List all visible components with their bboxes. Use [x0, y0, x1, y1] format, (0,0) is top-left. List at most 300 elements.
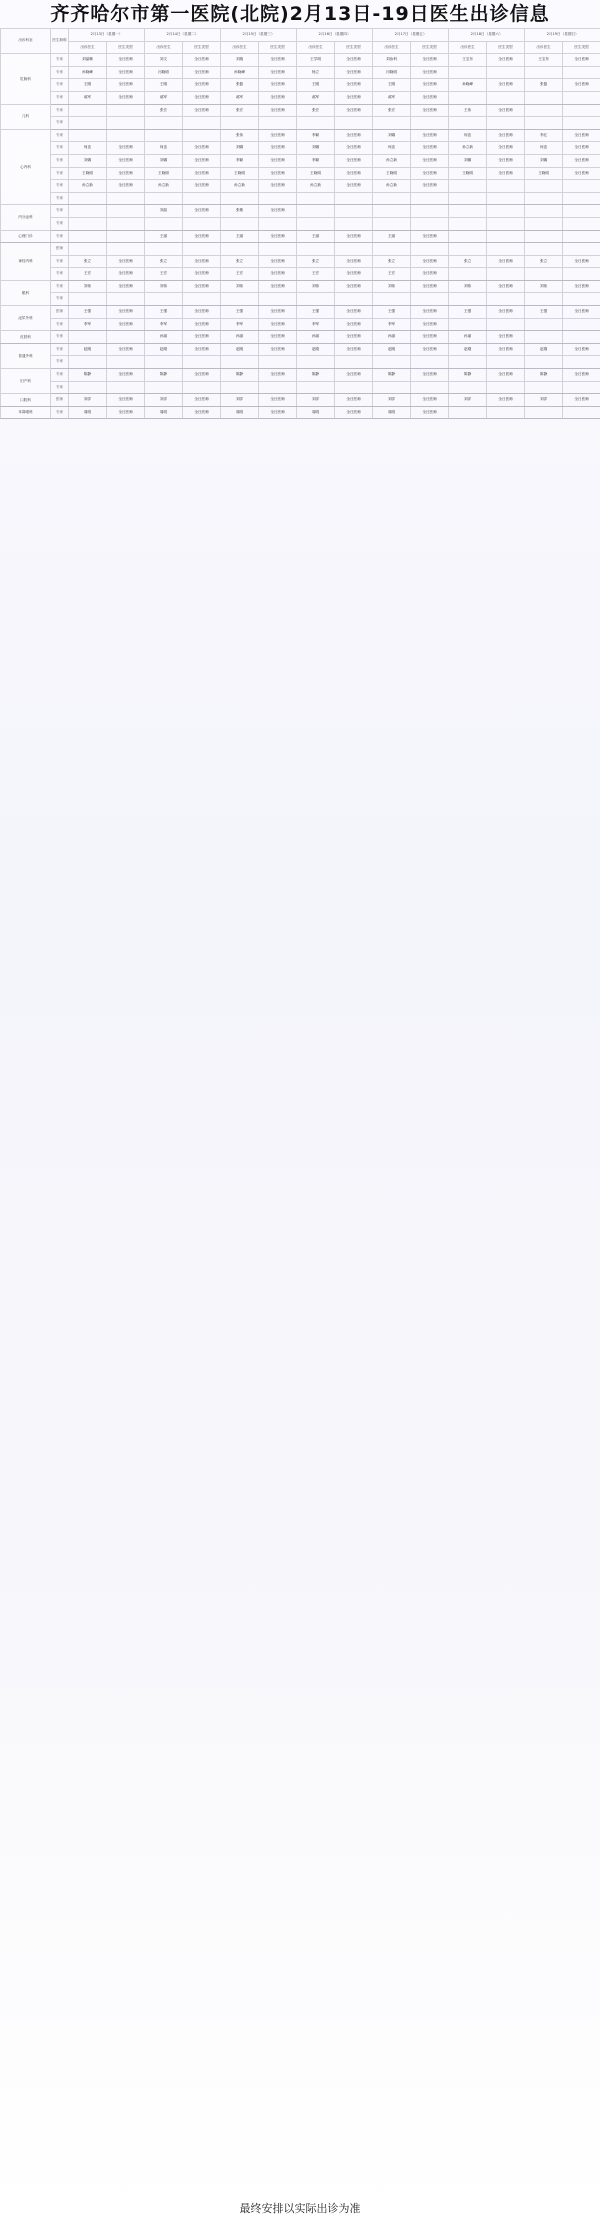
page-title: 齐齐哈尔市第一医院(北院)2月13日-19日医生出诊信息 [50, 3, 550, 25]
type-cell: 全日医师 [487, 369, 525, 382]
type-cell [563, 66, 600, 79]
doctor-cell: 王宏 [373, 268, 411, 281]
doctor-cell: 张磊 [525, 79, 563, 92]
doctor-cell: 王刚 [145, 79, 183, 92]
doctor-cell: 孙立新 [145, 180, 183, 193]
title-cell: 专家 [51, 79, 69, 92]
table-row [1, 154, 600, 167]
type-cell: 全日医师 [183, 205, 221, 218]
type-cell: 全日医师 [183, 79, 221, 92]
table-row [1, 406, 600, 419]
type-cell [259, 293, 297, 306]
doctor-cell: 王丽 [145, 230, 183, 243]
type-cell: 全日医师 [487, 331, 525, 344]
doctor-cell: 孙晓峰 [221, 66, 259, 79]
type-cell: 全日医师 [411, 230, 449, 243]
doctor-cell [449, 243, 487, 256]
doctor-cell: 王刚 [297, 79, 335, 92]
type-cell [107, 230, 145, 243]
type-cell [107, 217, 145, 230]
doctor-cell: 刘伟 [449, 280, 487, 293]
doctor-cell: 孙晓峰 [449, 79, 487, 92]
title-cell: 专家 [51, 91, 69, 104]
type-cell [335, 192, 373, 205]
doctor-cell [373, 217, 411, 230]
dept-cell: 眼科 [1, 280, 51, 305]
doctor-cell: 刘伟 [297, 280, 335, 293]
doctor-cell: 王强 [525, 306, 563, 319]
doctor-cell: 闫晓明 [145, 66, 183, 79]
doctor-cell [449, 192, 487, 205]
type-cell: 全日医师 [563, 369, 600, 382]
doctor-cell: 张立 [145, 255, 183, 268]
type-cell: 全日医师 [335, 280, 373, 293]
type-cell: 全日医师 [487, 343, 525, 356]
doctor-cell: 刘晶 [145, 205, 183, 218]
type-cell: 全日医师 [335, 406, 373, 419]
header-day: 2月18日（星期六） [449, 29, 525, 42]
dept-cell: 神经内科 [1, 243, 51, 281]
type-cell: 全日医师 [335, 331, 373, 344]
type-cell [259, 381, 297, 394]
type-cell [487, 406, 525, 419]
header-dept: 出诊科室 [1, 29, 51, 54]
type-cell [563, 406, 600, 419]
doctor-cell [525, 117, 563, 130]
doctor-cell: 王刚 [69, 79, 107, 92]
type-cell: 全日医师 [411, 129, 449, 142]
doctor-cell: 刘娜 [373, 129, 411, 142]
doctor-cell [373, 205, 411, 218]
type-cell: 全日医师 [183, 280, 221, 293]
doctor-cell: 王晓明 [449, 167, 487, 180]
type-cell [107, 243, 145, 256]
type-cell [563, 180, 600, 193]
doctor-cell: 刘洋 [145, 394, 183, 407]
type-cell [563, 91, 600, 104]
type-cell [183, 117, 221, 130]
table-row [1, 192, 600, 205]
type-cell: 全日医师 [411, 79, 449, 92]
doctor-cell: 赵刚 [145, 343, 183, 356]
type-cell [183, 217, 221, 230]
table-row [1, 167, 600, 180]
doctor-cell [221, 243, 259, 256]
title-cell: 专家 [51, 54, 69, 67]
doctor-cell: 刘洋 [525, 394, 563, 407]
type-cell: 全日医师 [107, 394, 145, 407]
doctor-cell: 张立 [525, 255, 563, 268]
doctor-cell: 李军 [221, 318, 259, 331]
doctor-cell: 孙丽 [373, 331, 411, 344]
type-cell [107, 381, 145, 394]
type-cell [563, 104, 600, 117]
doctor-cell: 李军 [69, 318, 107, 331]
doctor-cell [145, 356, 183, 369]
type-cell [107, 129, 145, 142]
table-row [1, 369, 600, 382]
doctor-cell [449, 406, 487, 419]
type-cell: 全日医师 [487, 255, 525, 268]
type-cell: 全日医师 [183, 142, 221, 155]
doctor-cell: 孙丽 [297, 331, 335, 344]
type-cell: 全日医师 [487, 280, 525, 293]
doctor-cell [449, 180, 487, 193]
type-cell [411, 293, 449, 306]
doctor-cell: 杨立 [297, 66, 335, 79]
doctor-cell: 王强 [145, 306, 183, 319]
doctor-cell [525, 91, 563, 104]
doctor-cell: 刘伟 [69, 280, 107, 293]
doctor-cell [297, 243, 335, 256]
doctor-cell: 孙立新 [221, 180, 259, 193]
dept-cell: 口腔科 [1, 394, 51, 407]
title-cell: 专家 [51, 343, 69, 356]
type-cell [411, 205, 449, 218]
type-cell: 全日医师 [259, 167, 297, 180]
table-row [1, 91, 600, 104]
type-cell: 全日医师 [259, 268, 297, 281]
type-cell [563, 117, 600, 130]
type-cell: 全日医师 [259, 318, 297, 331]
type-cell: 全日医师 [107, 66, 145, 79]
header-sub: 医生类型 [563, 41, 600, 54]
type-cell: 全日医师 [107, 406, 145, 419]
doctor-cell [297, 217, 335, 230]
doctor-cell: 周明 [145, 406, 183, 419]
type-cell [487, 268, 525, 281]
table-header [1, 29, 600, 54]
doctor-cell: 孙立新 [373, 154, 411, 167]
doctor-cell: 刘娜 [69, 154, 107, 167]
doctor-cell [449, 91, 487, 104]
type-cell [563, 205, 600, 218]
doctor-cell [525, 205, 563, 218]
doctor-cell: 张宏 [145, 104, 183, 117]
type-cell [487, 117, 525, 130]
doctor-cell: 王宝东 [525, 54, 563, 67]
type-cell: 全日医师 [487, 104, 525, 117]
doctor-cell [69, 205, 107, 218]
type-cell [563, 381, 600, 394]
header-title: 医生职称 [51, 29, 69, 54]
type-cell: 全日医师 [335, 154, 373, 167]
type-cell: 全日医师 [411, 343, 449, 356]
type-cell [487, 217, 525, 230]
doctor-cell [221, 381, 259, 394]
doctor-cell: 赵刚 [69, 343, 107, 356]
dept-cell: 皮肤科 [1, 331, 51, 344]
type-cell [335, 205, 373, 218]
type-cell [259, 243, 297, 256]
type-cell: 全日医师 [183, 167, 221, 180]
type-cell [335, 356, 373, 369]
doctor-cell: 刘娜 [449, 154, 487, 167]
doctor-cell: 刘洋 [373, 394, 411, 407]
doctor-cell [525, 217, 563, 230]
type-cell: 全日医师 [487, 306, 525, 319]
type-cell: 全日医师 [563, 79, 600, 92]
doctor-cell: 何忠 [373, 142, 411, 155]
doctor-cell: 王强 [69, 306, 107, 319]
title-cell: 专家 [51, 369, 69, 382]
header-sub: 医生类型 [107, 41, 145, 54]
doctor-cell: 王晓明 [525, 167, 563, 180]
title-cell: 医师 [51, 394, 69, 407]
doctor-cell [525, 406, 563, 419]
doctor-cell [69, 331, 107, 344]
type-cell: 全日医师 [487, 54, 525, 67]
type-cell: 全日医师 [107, 142, 145, 155]
table-row [1, 66, 600, 79]
header-day: 2月15日（星期三） [221, 29, 297, 42]
table-row [1, 54, 600, 67]
doctor-cell [373, 192, 411, 205]
type-cell: 全日医师 [411, 318, 449, 331]
doctor-cell: 赵刚 [449, 343, 487, 356]
title-cell: 专家 [51, 381, 69, 394]
table-row [1, 331, 600, 344]
doctor-cell: 陈静 [221, 369, 259, 382]
type-cell: 全日医师 [411, 54, 449, 67]
type-cell: 全日医师 [183, 54, 221, 67]
type-cell [183, 192, 221, 205]
type-cell: 全日医师 [259, 66, 297, 79]
doctor-cell [145, 192, 183, 205]
doctor-cell: 李颖 [297, 154, 335, 167]
table-row [1, 318, 600, 331]
type-cell [259, 356, 297, 369]
dept-cell: 耳鼻喉科 [1, 406, 51, 419]
type-cell: 全日医师 [563, 343, 600, 356]
title-cell: 专家 [51, 104, 69, 117]
type-cell [411, 243, 449, 256]
doctor-cell [69, 243, 107, 256]
header-sub: 医生类型 [183, 41, 221, 54]
title-cell: 专家 [51, 192, 69, 205]
type-cell [563, 293, 600, 306]
type-cell [411, 192, 449, 205]
table-row [1, 205, 600, 218]
doctor-cell [145, 129, 183, 142]
doctor-cell: 王宏 [145, 268, 183, 281]
type-cell [563, 230, 600, 243]
doctor-cell: 刘娜 [525, 154, 563, 167]
type-cell: 全日医师 [107, 79, 145, 92]
doctor-cell: 何忠 [525, 142, 563, 155]
doctor-cell: 张立 [297, 255, 335, 268]
type-cell [335, 243, 373, 256]
type-cell: 全日医师 [259, 205, 297, 218]
type-cell: 全日医师 [183, 394, 221, 407]
doctor-cell: 刘伟 [145, 280, 183, 293]
doctor-cell [449, 117, 487, 130]
doctor-cell: 刘娜 [221, 142, 259, 155]
type-cell: 全日医师 [183, 230, 221, 243]
doctor-cell [69, 356, 107, 369]
table-row [1, 217, 600, 230]
type-cell: 全日医师 [411, 280, 449, 293]
table-row [1, 306, 600, 319]
type-cell: 全日医师 [259, 280, 297, 293]
title-cell: 医师 [51, 306, 69, 319]
doctor-cell [525, 104, 563, 117]
type-cell: 全日医师 [107, 268, 145, 281]
doctor-cell: 孙丽 [145, 331, 183, 344]
title-cell: 专家 [51, 205, 69, 218]
dept-cell: 内分泌科 [1, 205, 51, 230]
type-cell: 全日医师 [259, 394, 297, 407]
title-cell: 医师 [51, 243, 69, 256]
doctor-cell: 张立 [449, 255, 487, 268]
doctor-cell: 王丽 [373, 230, 411, 243]
type-cell [411, 381, 449, 394]
type-cell: 全日医师 [183, 66, 221, 79]
doctor-cell: 张立 [69, 255, 107, 268]
type-cell: 全日医师 [335, 306, 373, 319]
doctor-cell: 张立 [221, 255, 259, 268]
doctor-cell: 王宝东 [449, 54, 487, 67]
doctor-cell: 刘伟 [221, 280, 259, 293]
doctor-cell: 郝军 [297, 91, 335, 104]
header-day: 2月14日（星期二） [145, 29, 221, 42]
doctor-cell: 张宏 [297, 104, 335, 117]
table-row [1, 79, 600, 92]
doctor-cell: 刘娜 [145, 154, 183, 167]
footer-note: 最终安排以实际出诊为准 [239, 2202, 361, 2215]
type-cell: 全日医师 [259, 154, 297, 167]
type-cell: 全日医师 [335, 343, 373, 356]
header-day: 2月13日（星期一） [69, 29, 145, 42]
type-cell: 全日医师 [487, 129, 525, 142]
doctor-cell [525, 381, 563, 394]
type-cell: 全日医师 [107, 318, 145, 331]
type-cell: 全日医师 [411, 180, 449, 193]
doctor-cell [69, 381, 107, 394]
type-cell: 全日医师 [259, 343, 297, 356]
type-cell [487, 192, 525, 205]
type-cell: 全日医师 [259, 142, 297, 155]
doctor-cell: 王晓明 [145, 167, 183, 180]
type-cell: 全日医师 [259, 180, 297, 193]
doctor-cell: 周明 [221, 406, 259, 419]
doctor-cell: 郝军 [373, 91, 411, 104]
doctor-cell [69, 129, 107, 142]
schedule-table [0, 28, 600, 419]
type-cell: 全日医师 [183, 255, 221, 268]
doctor-cell: 刘伟 [373, 280, 411, 293]
type-cell [411, 217, 449, 230]
doctor-cell [525, 192, 563, 205]
type-cell: 全日医师 [335, 394, 373, 407]
title-cell: 专家 [51, 142, 69, 155]
title-cell: 专家 [51, 180, 69, 193]
type-cell [411, 117, 449, 130]
doctor-cell: 郝军 [69, 91, 107, 104]
type-cell: 全日医师 [335, 167, 373, 180]
type-cell: 全日医师 [183, 268, 221, 281]
table-row [1, 104, 600, 117]
type-cell: 全日医师 [335, 142, 373, 155]
type-cell: 全日医师 [183, 343, 221, 356]
doctor-cell [145, 117, 183, 130]
type-cell [487, 318, 525, 331]
type-cell: 全日医师 [259, 230, 297, 243]
type-cell: 全日医师 [487, 154, 525, 167]
type-cell [107, 293, 145, 306]
doctor-cell: 孙晓峰 [69, 66, 107, 79]
doctor-cell: 孙丽 [449, 331, 487, 344]
type-cell [487, 205, 525, 218]
doctor-cell: 王伟 [449, 104, 487, 117]
type-cell: 全日医师 [335, 268, 373, 281]
doctor-cell: 郝军 [145, 91, 183, 104]
type-cell: 全日医师 [411, 142, 449, 155]
title-cell: 专家 [51, 230, 69, 243]
doctor-cell: 赵刚 [525, 343, 563, 356]
doctor-cell: 张立 [373, 255, 411, 268]
type-cell [563, 192, 600, 205]
type-cell [183, 243, 221, 256]
type-cell: 全日医师 [411, 154, 449, 167]
type-cell: 全日医师 [563, 255, 600, 268]
doctor-cell: 张宏 [373, 104, 411, 117]
header-sub: 医生类型 [487, 41, 525, 54]
doctor-cell [525, 293, 563, 306]
type-cell: 全日医师 [259, 369, 297, 382]
type-cell: 全日医师 [487, 142, 525, 155]
doctor-cell [297, 356, 335, 369]
doctor-cell: 王强 [449, 306, 487, 319]
doctor-cell: 王刚 [373, 79, 411, 92]
type-cell: 全日医师 [183, 331, 221, 344]
doctor-cell: 刘晶琳 [69, 54, 107, 67]
type-cell: 全日医师 [563, 154, 600, 167]
header-sub: 出诊医生 [69, 41, 107, 54]
doctor-cell: 孙立新 [297, 180, 335, 193]
type-cell: 全日医师 [335, 255, 373, 268]
type-cell: 全日医师 [563, 142, 600, 155]
type-cell: 全日医师 [183, 369, 221, 382]
doctor-cell [221, 356, 259, 369]
doctor-cell: 周明 [69, 406, 107, 419]
title-cell: 专家 [51, 117, 69, 130]
type-cell: 全日医师 [487, 167, 525, 180]
doctor-cell [69, 293, 107, 306]
type-cell: 全日医师 [411, 255, 449, 268]
doctor-cell: 王晓明 [373, 167, 411, 180]
type-cell [487, 381, 525, 394]
doctor-cell: 闫晓明 [373, 66, 411, 79]
type-cell: 全日医师 [107, 154, 145, 167]
doctor-cell: 张敏 [221, 205, 259, 218]
table-row [1, 356, 600, 369]
doctor-cell: 李军 [373, 318, 411, 331]
doctor-cell: 赵刚 [297, 343, 335, 356]
type-cell: 全日医师 [107, 280, 145, 293]
type-cell [183, 356, 221, 369]
type-cell: 全日医师 [335, 91, 373, 104]
doctor-cell: 陈静 [525, 369, 563, 382]
type-cell [107, 192, 145, 205]
doctor-cell [145, 243, 183, 256]
type-cell [335, 293, 373, 306]
doctor-cell: 周明 [373, 406, 411, 419]
type-cell: 全日医师 [335, 79, 373, 92]
doctor-cell: 孙立新 [69, 180, 107, 193]
type-cell [563, 217, 600, 230]
doctor-cell: 王晓明 [221, 167, 259, 180]
